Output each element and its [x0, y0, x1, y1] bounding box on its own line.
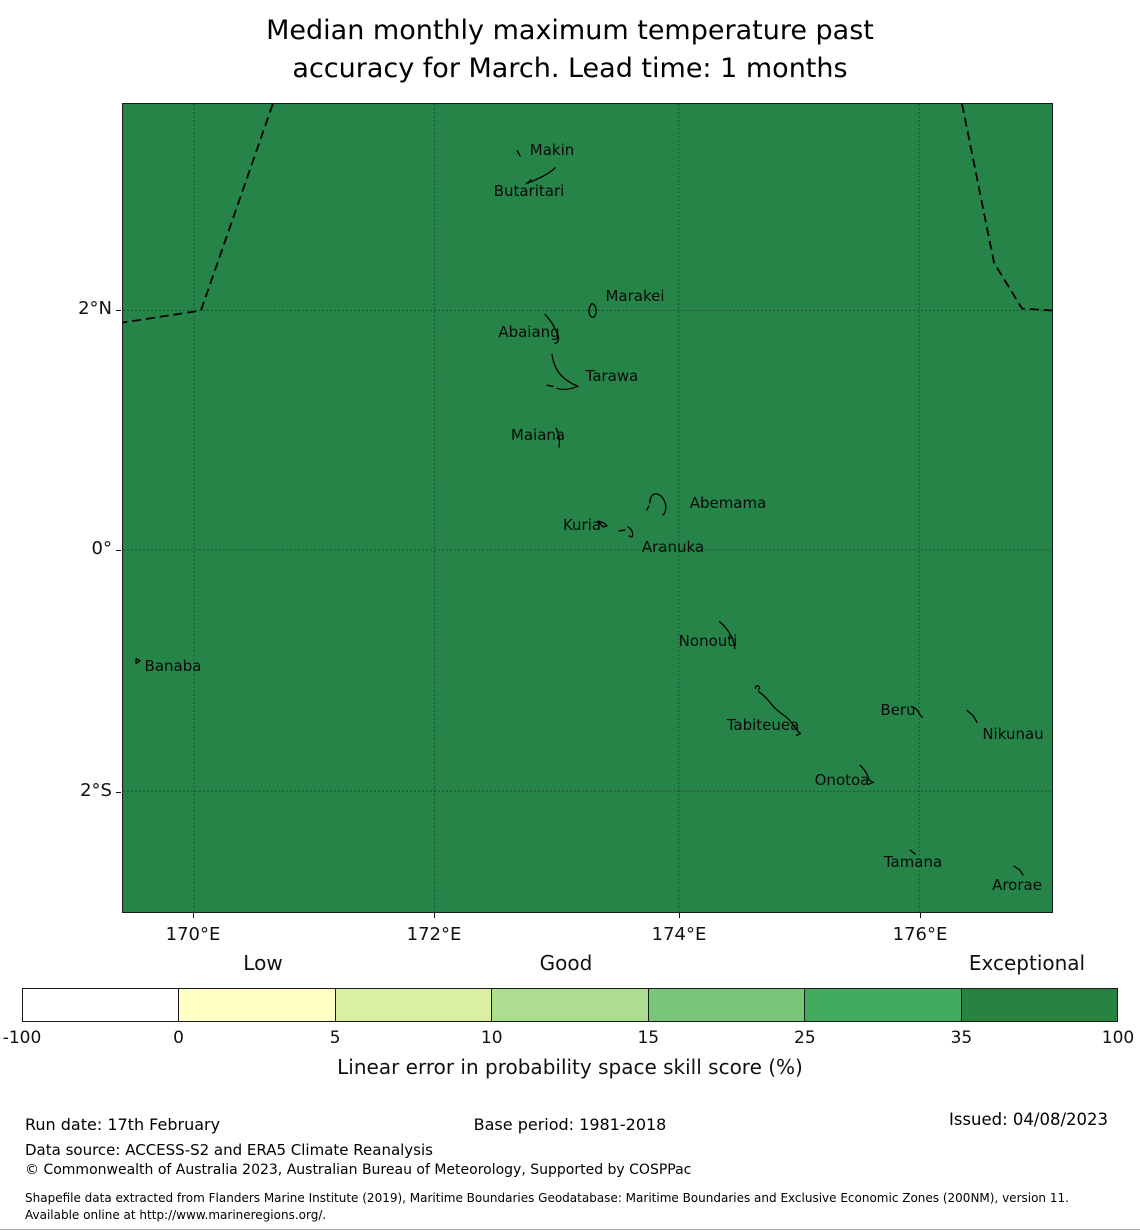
- graticule-gridlines: [123, 104, 1052, 912]
- colorbar: [22, 988, 1118, 1022]
- island-label-nonouti: Nonouti: [678, 632, 738, 650]
- colorbar-tick-5: 5: [329, 1028, 341, 1048]
- colorbar-segment-6: [961, 989, 1117, 1021]
- y-axis-label-1: 0°: [91, 538, 112, 559]
- x-axis-label-0: 170°E: [165, 924, 221, 945]
- island-label-kuria: Kuria: [562, 516, 602, 534]
- island-label-beru: Beru: [880, 701, 916, 719]
- x-axis-tickmark-0: [193, 913, 194, 918]
- eez-boundary-northwest: [123, 104, 273, 322]
- island-label-tabiteuea: Tabiteuea: [726, 716, 800, 734]
- colorbar-segment-1: [178, 989, 334, 1021]
- footer-copyright: © Commonwealth of Australia 2023, Australian Bureau of Meteorology, Supported by COSPPac: [25, 1162, 692, 1178]
- figure-title: [0, 12, 1140, 88]
- eez-boundary-northeast: [962, 104, 1052, 310]
- colorbar-tick-15: 15: [637, 1028, 660, 1048]
- x-axis-label-2: 174°E: [651, 924, 707, 945]
- footer-shapefile-note: Shapefile data extracted from Flanders Marine Institute (2019), Maritime Boundaries Geodatabase: Maritime Boundaries and Exclusive Economic Zones (200NM), version 11. Available online at http://www.marineregions.org/.: [25, 1191, 1069, 1222]
- colorbar-tick--100: -100: [2, 1028, 42, 1048]
- colorbar-tick-10: 10: [480, 1028, 503, 1048]
- island-label-marakei: Marakei: [605, 287, 665, 305]
- map-canvas: [123, 104, 1052, 912]
- y-axis-tickmark-0: [116, 310, 121, 311]
- x-axis-tickmark-3: [920, 913, 921, 918]
- island-outlines: [136, 151, 1023, 875]
- footer-data-source: Data source: ACCESS-S2 and ERA5 Climate Reanalysis: [25, 1141, 433, 1159]
- colorbar-tick-0: 0: [173, 1028, 184, 1048]
- colorbar-tick-100: 100: [1101, 1028, 1135, 1048]
- island-label-tamana: Tamana: [883, 853, 943, 871]
- y-axis-tickmark-1: [116, 550, 121, 551]
- y-axis-label-2: 2°S: [80, 780, 112, 801]
- y-axis-tickmark-2: [116, 792, 121, 793]
- island-label-nikunau: Nikunau: [982, 725, 1044, 743]
- colorbar-segment-0: [23, 989, 178, 1021]
- island-shape-makin: [517, 151, 520, 156]
- x-axis-tickmark-2: [679, 913, 680, 918]
- title-line-2: accuracy for March. Lead time: 1 months: [292, 53, 848, 84]
- colorbar-segment-2: [335, 989, 491, 1021]
- colorbar-segment-4: [648, 989, 804, 1021]
- x-axis-tickmark-1: [434, 913, 435, 918]
- island-label-tarawa: Tarawa: [585, 367, 639, 385]
- island-label-arorae: Arorae: [992, 876, 1042, 894]
- island-label-banaba: Banaba: [144, 657, 202, 675]
- quality-label-good: Good: [539, 951, 593, 975]
- y-axis-label-0: 2°N: [78, 298, 112, 319]
- island-shape-nikunau: [967, 710, 977, 722]
- x-axis-label-3: 176°E: [892, 924, 948, 945]
- island-label-makin: Makin: [529, 141, 575, 159]
- island-label-maiana: Maiana: [510, 426, 566, 444]
- footer-issued-date: Issued: 04/08/2023: [948, 1110, 1108, 1129]
- island-shape-abemama: [647, 494, 666, 515]
- footer-run-date: Run date: 17th February: [25, 1115, 221, 1134]
- colorbar-segment-5: [804, 989, 960, 1021]
- island-label-abaiang: Abaiang: [498, 323, 560, 341]
- island-label-abemama: Abemama: [689, 494, 767, 512]
- footer-base-period: Base period: 1981-2018: [473, 1115, 667, 1134]
- island-shape-arorae: [1014, 866, 1023, 875]
- colorbar-caption: Linear error in probability space skill score (%): [337, 1055, 803, 1079]
- title-line-1: Median monthly maximum temperature past: [266, 15, 874, 46]
- quality-label-exceptional: Exceptional: [968, 951, 1086, 975]
- colorbar-tick-35: 35: [950, 1028, 973, 1048]
- island-label-aranuka: Aranuka: [641, 538, 705, 556]
- colorbar-tick-25: 25: [794, 1028, 816, 1048]
- x-axis-label-1: 172°E: [406, 924, 462, 945]
- island-shape-tarawa: [547, 354, 578, 389]
- island-label-onotoa: Onotoa: [814, 771, 870, 789]
- island-shape-aranuka: [619, 527, 633, 537]
- eez-boundary-lines: [123, 104, 1052, 322]
- island-shape-banaba: [136, 659, 140, 664]
- island-label-butaritari: Butaritari: [493, 182, 565, 200]
- quality-label-low: Low: [243, 951, 283, 975]
- map-area: [122, 103, 1053, 913]
- colorbar-segment-3: [491, 989, 647, 1021]
